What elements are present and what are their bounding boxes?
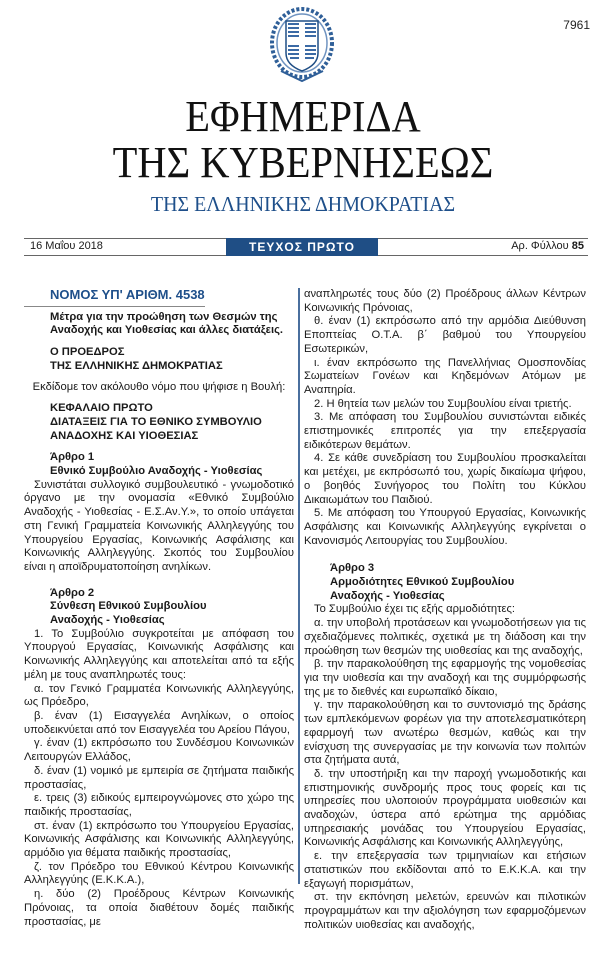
paragraph: β. έναν (1) Εισαγγελέα Ανηλίκων, ο οποίος υποδεικνύεται από τον Εισαγγελέα του Αρείου Πάγου, <box>24 709 294 736</box>
right-column <box>304 288 586 932</box>
article-3-label: Άρθρο 3 <box>330 562 375 575</box>
law-number: ΝΟΜΟΣ ΥΠ' ΑΡΙΘΜ. 4538 <box>24 288 205 307</box>
article-1-label: Άρθρο 1 <box>50 451 95 464</box>
issue-type-badge: ΤΕΥΧΟΣ ΠΡΩΤΟ <box>226 238 378 256</box>
sheet-label: Αρ. Φύλλου <box>511 240 569 252</box>
paragraph: β. την παρακολούθηση της εφαρμογής της νομοθεσίας για την υιοθεσία και την αναδοχή και της συμμόρφωσής της με το διεθνές και ευρωπαϊκό δίκαιο, <box>304 658 586 698</box>
column-divider <box>298 288 300 884</box>
paragraph: ι. έναν εκπρόσωπο της Πανελλήνιας Ομοσπονδίας Σωματείων Γονέων και Κηδεμόνων Ατόμων με Αναπηρία. <box>304 356 586 396</box>
paragraph: 3. Με απόφαση του Συμβουλίου συνιστώνται ειδικές επιστημονικές επιτροπές για την επεξεργασία ειδικότερων θεμάτων. <box>304 411 586 451</box>
paragraph: ε. την επεξεργασία των τριμηνιαίων και ετήσιων στατιστικών που εκδίδονται από το Ε.Κ.Κ.Α. και την εξαγωγή πορισμάτων, <box>304 850 586 890</box>
paragraph: 2. Η θητεία των μελών του Συμβουλίου είναι τριετής. <box>314 397 572 410</box>
paragraph: 4. Σε κάθε συνεδρίαση του Συμβουλίου προσκαλείται και μετέχει, με εκπρόσωπό του, χωρίς δικαίωμα ψήφου, ο βοηθός Συνήγορος του Πολίτη του Κύκλου Δικαιωμάτων του Παιδιού. <box>304 452 586 506</box>
paragraph: η. δύο (2) Προέδρους Κέντρων Κοινωνικής Πρόνοιας, τα οποία διαθέτουν δομές παιδικής προστασίας, με <box>24 888 294 928</box>
article-2-label: Άρθρο 2 <box>50 586 95 599</box>
paragraph: γ. την παρακολούθηση και το συντονισμό της δράσης των εμπλεκόμενων φορέων για την αποτελεσματικότερη εφαρμογή των ανωτέρω θεσμών, καθώς και την ενίσχυση της συνεργασίας με την κοινωνία των πολιτών στα ζητήματα αυτά, <box>304 699 586 767</box>
gazette-title-line1: ΕΦΗΜΕΡΙΔΑ <box>185 92 421 141</box>
law-title: Μέτρα για την προώθηση των Θεσμών της Αναδοχής και Υιοθεσίας και άλλες διατάξεις. <box>50 310 284 337</box>
article-2-title-2: Αναδοχής - Υιοθεσίας <box>50 614 165 627</box>
paragraph: στ. την εκπόνηση μελετών, ερευνών και πιλοτικών προγραμμάτων και την αξιολόγηση των εφαρμοζόμενων πολιτικών υιοθεσίας και αναδοχής, <box>304 891 586 931</box>
left-column <box>24 288 294 929</box>
chapter-heading-1: ΚΕΦΑΛΑΙΟ ΠΡΩΤΟ <box>50 402 153 415</box>
gazette-subtitle: ΤΗΣ ΕΛΛΗΝΙΚΗΣ ΔΗΜΟΚΡΑΤΙΑΣ <box>150 192 456 216</box>
article-3-title-1: Αρμοδιότητες Εθνικού Συμβουλίου <box>330 576 515 589</box>
article-1-title: Εθνικό Συμβούλιο Αναδοχής - Υιοθεσίας <box>50 465 263 478</box>
greek-coat-of-arms-icon <box>267 5 337 87</box>
article-2-title-1: Σύνθεση Εθνικού Συμβουλίου <box>50 600 207 613</box>
paragraph: ε. τρεις (3) ειδικούς εμπειρογνώμονες στο χώρο της παιδικής προστασίας, <box>24 792 294 818</box>
paragraph: γ. έναν (1) εκπρόσωπο του Συνδέσμου Κοινωνικών Λειτουργών Ελλάδος, <box>24 737 294 764</box>
paragraph: Το Συμβούλιο έχει τις εξής αρμοδιότητες: <box>314 603 515 616</box>
president-line-2: ΤΗΣ ΕΛΛΗΝΙΚΗΣ ΔΗΜΟΚΡΑΤΙΑΣ <box>50 359 223 372</box>
paragraph: α. τον Γενικό Γραμματέα Κοινωνικής Αλληλεγγύης, ως Πρόεδρο, <box>24 682 294 709</box>
issue-date: 16 Μαΐου 2018 <box>30 240 103 252</box>
issue-bar <box>24 238 588 256</box>
page-number: 7961 <box>563 18 590 32</box>
paragraph: ζ. τον Πρόεδρο του Εθνικού Κέντρου Κοινωνικής Αλληλεγγύης (Ε.Κ.Κ.Α.), <box>24 860 294 887</box>
article-1-text: Συνιστάται συλλογικό συμβουλευτικό - γνωμοδοτικό όργανο με την ονομασία «Εθνικό Συμβούλιο Αναδοχής - Υιοθεσίας - Ε.Σ.Αν.Υ.», το οποίο υπάγεται στη Γενική Γραμματεία Κοινωνικής Αλληλεγγύης του Υπουργείου Εργασίας, Κοινωνικής Ασφάλισης και Κοινωνικής Αλληλεγγύης. Σκοπός του Συμβουλίου είναι η αποϊδρυματοποίηση ανηλίκων. <box>24 478 294 573</box>
chapter-heading-2: ΔΙΑΤΑΞΕΙΣ ΓΙΑ ΤΟ ΕΘΝΙΚΟ ΣΥΜΒΟΥΛΙΟ <box>50 415 262 428</box>
enactment-clause: Εκδίδομε τον ακόλουθο νόμο που ψήφισε η Βουλή: <box>32 380 286 393</box>
paragraph: α. την υποβολή προτάσεων και γνωμοδοτήσεων για τις σχεδιαζόμενες πολιτικές, σχετικά με τη διάδοση και την προώθηση των θεσμών της υιοθεσίας και της αναδοχής, <box>304 617 586 657</box>
chapter-heading-3: ΑΝΑΔΟΧΗΣ ΚΑΙ ΥΙΟΘΕΣΙΑΣ <box>50 429 199 442</box>
paragraph: δ. έναν (1) νομικό με εμπειρία σε ζητήματα παιδικής προστασίας, <box>24 764 294 791</box>
paragraph: 5. Με απόφαση του Υπουργού Εργασίας, Κοινωνικής Ασφάλισης και Κοινωνικής Αλληλεγγύης εγκρίνεται ο Κανονισμός Λειτουργίας του Συμβουλίου. <box>304 507 586 547</box>
sheet-value: 85 <box>571 240 584 252</box>
paragraph: στ. έναν (1) εκπρόσωπο του Υπουργείου Εργασίας, Κοινωνικής Ασφάλισης και Κοινωνικής Αλληλεγγύης, αρμόδιο για θέματα παιδικής προστασίας, <box>24 819 294 860</box>
paragraph: δ. την υποστήριξη και την παροχή γνωμοδοτικής και επιστημονικής συνδρομής προς τους φορείς και τις υπηρεσίες που υλοποιούν προγράμματα υιοθεσιών και αναδοχών, ύστερα από ερώτημα της αρμόδιας υπηρεσιακής μονάδας του Υπουργείου Εργασίας, Κοινωνικής Ασφάλισης και Κοινωνικής Αλληλεγγύης, <box>304 767 586 849</box>
paragraph: 1. Το Συμβούλιο συγκροτείται με απόφαση του Υπουργού Εργασίας, Κοινωνικής Ασφάλισης και Κοινωνικής Αλληλεγγύης και αποτελείται από τα εξής μέλη με τους αναπληρωτές τους: <box>24 627 294 681</box>
article-3-title-2: Αναδοχής - Υιοθεσίας <box>330 589 445 602</box>
sheet-number <box>511 240 584 252</box>
paragraph: θ. έναν (1) εκπρόσωπο από την αρμόδια Διεύθυνση Εποπτείας Ο.Τ.Α. β΄ βαθμού του Υπουργείου Εσωτερικών, <box>304 315 586 355</box>
gazette-title-line2: ΤΗΣ ΚΥΒΕΡΝΗΣΕΩΣ <box>112 138 494 187</box>
continuation-text: αναπληρωτές τους δύο (2) Προέδρους άλλων Κέντρων Κοινωνικής Πρόνοιας, <box>304 288 586 314</box>
president-line-1: Ο ΠΡΟΕΔΡΟΣ <box>50 346 125 359</box>
